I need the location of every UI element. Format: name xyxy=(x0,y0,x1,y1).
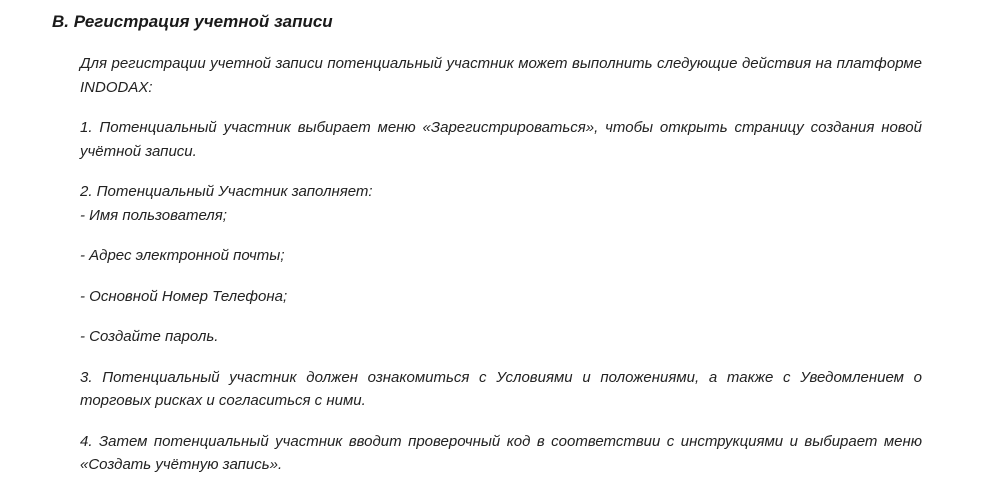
list-item-phone: - Основной Номер Телефона; xyxy=(80,287,288,305)
intro-paragraph: Для регистрации учетной записи потенциальный участник может выполнить следующие действия на платформе INDODAX: xyxy=(80,55,922,96)
step-2-paragraph: 2. Потенциальный Участник заполняет: xyxy=(80,183,373,200)
step-4-paragraph: 4. Затем потенциальный участник вводит проверочный код в соответствии с инструкциями и выбирает меню «Создать учётную запись». xyxy=(80,432,922,473)
step-1-paragraph: 1. Потенциальный участник выбирает меню «Зарегистрироваться», чтобы открыть страницу создания новой учётной записи. xyxy=(80,119,922,160)
list-item-password: - Создайте пароль. xyxy=(80,328,219,345)
list-item-username: - Имя пользователя; xyxy=(80,206,227,224)
list-item-email: - Адрес электронной почты; xyxy=(80,247,285,264)
section-heading: B. Регистрация учетной записи xyxy=(52,12,333,31)
step-3-paragraph: 3. Потенциальный участник должен ознакомиться с Условиями и положениями, а также с Уведомлением о торговых рисках и согласиться с ними. xyxy=(80,368,922,409)
section-body xyxy=(80,52,922,494)
